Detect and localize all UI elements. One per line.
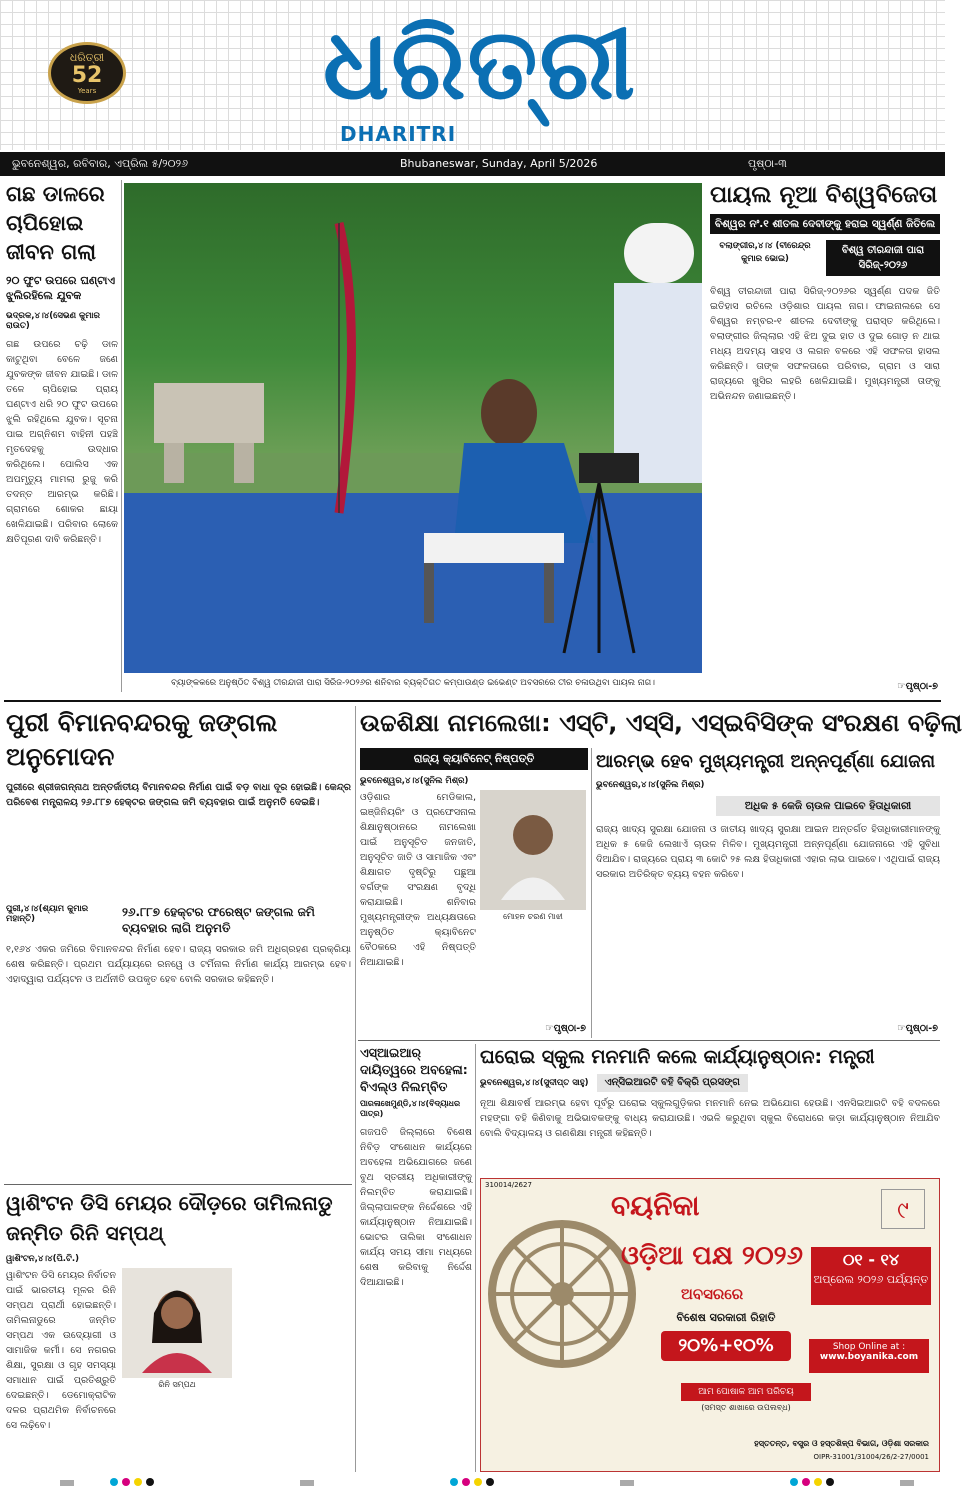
magenta-swatch (122, 1478, 130, 1486)
registration-mark (60, 1480, 74, 1486)
headline[interactable]: ଘରୋଇ ସ୍କୁଲ ମନମାନି କଲେ କାର୍ଯ୍ୟାନୁଷ୍ଠାନ: ମନ୍ତ୍ରୀ (480, 1046, 875, 1068)
person-icon (493, 800, 573, 900)
story-dateline: ପାରଳାଖେମୁଣ୍ଡି,୪।୪(ବିଦ୍ୟାଧର ପାତ୍ର) (360, 1099, 461, 1118)
masthead (0, 0, 945, 150)
ad-department: ହସ୍ତତନ୍ତ, ବସ୍ତ୍ର ଓ ହସ୍ତଶିଳ୍ପ ବିଭାଗ, ଓଡ଼ିଶା ସରକାର (754, 1439, 929, 1448)
yellow-swatch (134, 1478, 142, 1486)
ad-oipr: OIPR-31001/31004/26/2-27/0001 (813, 1453, 929, 1461)
ad-shop-online[interactable] (809, 1339, 929, 1373)
story-body: ଗଛ ଉପରେ ଚଢ଼ି ଡାଳ କାଟୁଥିବା ବେଳେ ଜଣେ ଯୁବକଙ୍କ ଜୀବନ ଯାଇଛି। ଡାଳ ତଳେ ଚାପିହୋଇ ପ୍ରାୟ ଘଣ୍ଟାଏ ଧରି ୨୦ ଫୁଟ ଉପରେ ଝୁଲି ରହିଥିଲେ ଯୁବକ। ସୂଚନା ପାଇ ଅଗ୍ନିଶମ ବାହିନୀ ପହଞ୍ଚି ମୃତଦେହକୁ ଉଦ୍ଧାର କରିଥିଲେ। ପୋଲିସ ଏକ ଅପମୃତ୍ୟୁ ମାମଲା ରୁଜୁ କରି ତଦନ୍ତ ଆରମ୍ଭ କରିଛି। ଗ୍ରାମରେ ଶୋକର ଛାୟା ଖେଳିଯାଇଛି। ପରିବାର ଲୋକେ କ୍ଷତିପୂରଣ ଦାବି କରିଛନ୍ତି। (6, 339, 118, 545)
boyanika-advertisement[interactable] (480, 1178, 940, 1472)
newspaper-logo-english: DHARITRI (340, 122, 457, 146)
story-payal (710, 180, 940, 700)
story-blo-suspended (360, 1044, 472, 1474)
ad-dates-box (811, 1247, 931, 1305)
column-divider (121, 180, 122, 692)
portrait-caption: ରିନି ସମ୍ପଥ (158, 1380, 196, 1389)
column-divider (591, 748, 592, 1038)
cyan-swatch (790, 1478, 798, 1486)
story-education (360, 748, 588, 1038)
subhead: ୨୦ ଫୁଟ ଉପରେ ଘଣ୍ଟାଏ ଝୁଲିରହିଲେ ଯୁବକ (6, 274, 116, 302)
story-body: ରାଜ୍ୟ ଖାଦ୍ୟ ସୁରକ୍ଷା ଯୋଜନା ଓ ଜାତୀୟ ଖାଦ୍ୟ ସୁରକ୍ଷା ଆଇନ ଅନ୍ତର୍ଗତ ହିତାଧିକାରୀମାନଙ୍କୁ ଅଧିକ ୫ କେଜି ଲେଖାଏଁ ଚାଉଳ ମିଳିବ। ମୁଖ୍ୟମନ୍ତ୍ରୀ ଅନ୍ନପୂର୍ଣ୍ଣା ଯୋଜନାରେ ଏହି ସୁବିଧା ଦିଆଯିବ। ରାଜ୍ୟରେ ପ୍ରାୟ ୩ କୋଟି ୨୫ ଲକ୍ଷ ହିତାଧିକାରୀ ଏହାର ଲାଭ ପାଇବେ। ଏଥିପାଇଁ ରାଜ୍ୟ ସରକାର ଅତିରିକ୍ତ ବ୍ୟୟ ବହନ କରିବେ। (596, 824, 940, 880)
story-body: ଓଡ଼ିଶାର ମେଡିକାଲ, ଇଞ୍ଜିନିୟରିଂ ଓ ପ୍ରଫେସନାଲ ଶିକ୍ଷାନୁଷ୍ଠାନରେ ନାମଲେଖା ପାଇଁ ଅନୁସୂଚିତ ଜନଜାତି, ଅନୁସୂଚିତ ଜାତି ଓ ସାମାଜିକ ଏବଂ ଶିକ୍ଷାଗତ ଦୃଷ୍ଟିରୁ ପଛୁଆ ବର୍ଗଙ୍କ ସଂରକ୍ଷଣ ବୃଦ୍ଧି କରାଯାଇଛି। ଶନିବାର ମୁଖ୍ୟମନ୍ତ୍ରୀଙ୍କ ଅଧ୍ୟକ୍ଷତାରେ ଅନୁଷ୍ଠିତ କ୍ୟାବିନେଟ ବୈଠକରେ ଏହି ନିଷ୍ପତ୍ତି ନିଆଯାଇଛି। (360, 792, 476, 968)
story-washington-mayor (6, 1188, 351, 1472)
archery-photo (124, 183, 702, 673)
headline[interactable]: ପାୟଲ ନୂଆ ବିଶ୍ୱବିଜେତା (710, 182, 938, 208)
dateline-bar (0, 152, 945, 176)
cabinet-tag: ରାଜ୍ୟ କ୍ୟାବିନେଟ୍ ନିଷ୍ପତ୍ତି (360, 748, 588, 770)
story-body: ଗଜପତି ଜିଲ୍ଲାରେ ବିଶେଷ ନିବିଡ଼ ସଂଶୋଧନ କାର୍ଯ୍ୟରେ ଅବହେଳା ଅଭିଯୋଗରେ ଜଣେ ବୁଥ ସ୍ତରୀୟ ଅଧିକାରୀଙ୍କୁ ନିଲମ୍ବିତ କରାଯାଇଛି। ଜିଲ୍ଲାପାଳଙ୍କ ନିର୍ଦ୍ଦେଶରେ ଏହି କାର୍ଯ୍ୟାନୁଷ୍ଠାନ ନିଆଯାଇଛି। ଭୋଟର ତାଲିକା ସଂଶୋଧନ କାର୍ଯ୍ୟ ସମୟ ସୀମା ମଧ୍ୟରେ ଶେଷ କରିବାକୁ ନିର୍ଦ୍ଦେଶ ଦିଆଯାଇଛି। (360, 1127, 472, 1288)
section-divider (4, 1184, 352, 1185)
registration-mark (900, 1480, 914, 1486)
ad-stores: (ସମସ୍ତ ଶାଖାରେ ଉପଲବ୍ଧ) (701, 1403, 791, 1412)
person-icon (132, 1273, 222, 1373)
ad-dates-sub: ଅପ୍ରେଲ ୨୦୨୬ ପର୍ଯ୍ୟନ୍ତ (813, 1273, 929, 1286)
registration-mark (620, 1480, 634, 1486)
cyan-swatch (450, 1478, 458, 1486)
ad-website: www.boyanika.com (819, 1352, 919, 1362)
ad-offer-label: ବିଶେଷ ସରକାରୀ ରିହାତି (676, 1311, 776, 1324)
story-annapurna (596, 748, 940, 1038)
column-divider (475, 1044, 476, 1474)
event-tag: ବିଶ୍ୱ ତୀରନ୍ଦାଜୀ ପାରା ସିରିଜ୍-୨୦୨୬ (826, 240, 940, 276)
section-divider (4, 700, 941, 702)
registration-mark (300, 1480, 314, 1486)
black-swatch (146, 1478, 154, 1486)
badge-years-label: Years (77, 87, 97, 95)
newspaper-logo[interactable]: ଧରିତ୍ରୀ (322, 8, 638, 122)
ad-title: ଓଡ଼ିଆ ପକ୍ଷ ୨୦୨୬ (621, 1241, 803, 1271)
black-swatch (486, 1478, 494, 1486)
ad-shop-label: Shop Online at : (832, 1342, 906, 1352)
story-body: ନୂଆ ଶିକ୍ଷାବର୍ଷ ଆରମ୍ଭ ହେବା ପୂର୍ବରୁ ଘରୋଇ ସ୍କୁଲଗୁଡ଼ିକର ମନମାନି ନେଇ ଅଭିଯୋଗ ହେଉଛି। ଏନସିଇଆରଟି ବହି ବଦଳରେ ମହଙ୍ଗା ବହି କିଣିବାକୁ ଅଭିଭାବକଙ୍କୁ ବାଧ୍ୟ କରାଯାଉଛି। ଏଭଳି କରୁଥିବା ସ୍କୁଲ ବିରୋଧରେ କଡ଼ା କାର୍ଯ୍ୟାନୁଷ୍ଠାନ ନିଆଯିବ ବୋଲି ବିଦ୍ୟାଳୟ ଓ ଗଣଶିକ୍ଷା ମନ୍ତ୍ରୀ କହିଛନ୍ତି। (480, 1098, 940, 1139)
kicker: ବିଶ୍ୱର ନଂ.୧ ଶୀତଲ ଦେବୀଙ୍କୁ ହରାଇ ସ୍ୱର୍ଣ୍ଣ ଜିତିଲେ (710, 214, 940, 234)
story-dateline: ୱାଶିଂଟନ,୪।୪(ପି.ଟି.) (6, 1254, 80, 1264)
dateline-english: Bhubaneswar, Sunday, April 5/2026 (400, 157, 598, 170)
ad-brand: ବୟନିକା (611, 1189, 700, 1222)
ad-emblem: ୯ (881, 1189, 925, 1229)
story-dateline: ଭଦ୍ରକ,୪।୪(ସେଭଣ କୁମାର ରାଉତ) (6, 311, 100, 331)
ad-slogan: ଆମ ପୋଷାକ ଆମ ପରିଚୟ (681, 1383, 811, 1401)
badge-years-number: 52 (71, 63, 103, 88)
story-body: ୱାଶିଂଟନ ଡିସି ମେୟର ନିର୍ବାଚନ ପାଇଁ ଭାରତୀୟ ମୂଳର ରିନି ସମ୍ପଥ ପ୍ରାର୍ଥୀ ହୋଇଛନ୍ତି। ତାମିଲନାଡୁରେ ଜନ୍ମିତ ସମ୍ପଥ ଏକ ଉଦ୍ୟୋଗୀ ଓ ସାମାଜିକ କର୍ମୀ। ସେ ନଗରର ଶିକ୍ଷା, ସୁରକ୍ଷା ଓ ଗୃହ ସମସ୍ୟା ସମାଧାନ ପାଇଁ ପ୍ରତିଶ୍ରୁତି ଦେଇଛନ୍ତି। ଡେମୋକ୍ରାଟିକ ଦଳର ପ୍ରାଥମିକ ନିର୍ବାଚନରେ ସେ ଲଢ଼ିବେ। (6, 1270, 116, 1431)
ad-offer: ୨୦%+୧୦% (661, 1331, 791, 1361)
story-dateline: ଭୁବନେଶ୍ୱର,୪।୪(ସୁନିଲ ମିଶ୍ର) (360, 776, 469, 786)
column-divider (355, 706, 356, 1476)
story-private-school (480, 1044, 940, 1174)
ncert-tag: ଏନ୍‌ସିଇଆରଟି ବହି ବିକ୍ରି ପ୍ରସଙ୍ଗ (597, 1074, 748, 1092)
story-dateline: ବଲାଙ୍ଗୀର,୪।୪ (ବୀରେନ୍ଦ୍ର କୁମାର ଭୋଇ) (719, 241, 811, 264)
story-airport (6, 706, 351, 1181)
story-body-continued (238, 1268, 351, 1428)
konark-wheel-icon (487, 1219, 637, 1369)
story-dateline: ଭୁବନେଶ୍ୱର,୪।୪(ସୁଦୀପ୍ତ ସାହୁ) (480, 1078, 589, 1088)
badge-title: ଧରିତ୍ରୀ (69, 51, 105, 64)
yellow-swatch (814, 1478, 822, 1486)
portrait-photo (122, 1268, 232, 1378)
ad-code: 310014/2627 (485, 1181, 532, 1189)
story-dateline: ଭୁବନେଶ୍ୱର,୪।୪(ସୁନିଲ ମିଶ୍ର) (596, 780, 705, 790)
story-tree-accident (6, 180, 118, 692)
page-number: ପୃଷ୍ଠା-୩ (748, 157, 787, 170)
magenta-swatch (462, 1478, 470, 1486)
black-swatch (826, 1478, 834, 1486)
dateline-odia: ଭୁବନେଶ୍ୱର, ରବିବାର, ଏପ୍ରିଲ ୫/୨୦୨୬ (12, 157, 189, 170)
headline[interactable]: ଆରମ୍ଭ ହେବ ମୁଖ୍ୟମନ୍ତ୍ରୀ ଅନ୍ନପୂର୍ଣ୍ଣା ଯୋଜନା (596, 751, 936, 772)
archery-photo-illustration (124, 183, 702, 673)
story-body: ୧,୧୬୪ ଏକର ଜମିରେ ବିମାନବନ୍ଦର ନିର୍ମାଣ ହେବ। ରାଜ୍ୟ ସରକାର ଜମି ଅଧିଗ୍ରହଣ ପ୍ରକ୍ରିୟା ଶେଷ କରିଛନ୍ତି। ପ୍ରଥମ ପର୍ଯ୍ୟାୟରେ ରନୱେ ଓ ଟର୍ମିନାଲ ନିର୍ମାଣ କାର୍ଯ୍ୟ ଆରମ୍ଭ ହେବ। ଏହାଦ୍ୱାରା ପର୍ଯ୍ୟଟନ ଓ ଅର୍ଥନୀତି ଉପକୃତ ହେବ ବୋଲି ସରକାର କହିଛନ୍ତି। (6, 944, 351, 985)
jump-link[interactable]: ☞ପୃଷ୍ଠା-୭ (545, 1023, 586, 1034)
headline[interactable]: ଗଛ ଡାଳରେ ଚାପିହୋଇ ଜୀବନ ଗଲା (6, 182, 105, 264)
headline[interactable]: ପୁରୀ ବିମାନବନ୍ଦରକୁ ଜଙ୍ଗଲ ଅନୁମୋଦନ (6, 708, 278, 771)
ad-dates: ୦୧ - ୧୪ (842, 1250, 900, 1269)
rice-tag: ଅଧିକ ୫ କେଜି ଚାଉଳ ପାଇବେ ହିତାଧିକାରୀ (716, 796, 940, 816)
ad-occasion: ଅବସରରେ (681, 1285, 744, 1303)
story-dateline: ପୁରୀ,୪।୪(ଶ୍ୟାମ କୁମାର ମହାନ୍ତି) (6, 904, 89, 924)
headline[interactable]: ଉଚ୍ଚଶିକ୍ଷା ନାମଲେଖା: ଏସ୍‌ଟି, ଏସ୍‌ସି, ଏସ୍‌ଇବିସିଙ୍କ ସଂରକ୍ଷଣ ବଢ଼ିଲା (360, 709, 962, 737)
cyan-swatch (110, 1478, 118, 1486)
portrait-caption: ମୋହନ ଚରଣ ମାଝୀ (503, 912, 563, 921)
story-lead: ପୁରୀରେ ଶ୍ରୀଜଗନ୍ନାଥ ଅନ୍ତର୍ଜାତୀୟ ବିମାନବନ୍ଦର ନିର୍ମାଣ ପାଇଁ ବଡ଼ ବାଧା ଦୂର ହୋଇଛି। କେନ୍ଦ୍ର ପରିବେଶ ମନ୍ତ୍ରାଳୟ ୨୬.୮୮୭ ହେକ୍ଟର ଜଙ୍ଗଲ ଜମି ବ୍ୟବହାର ପାଇଁ ଅନୁମତି ଦେଇଛି। (6, 782, 351, 808)
yellow-swatch (474, 1478, 482, 1486)
anniversary-badge (48, 42, 126, 104)
photo-caption: ବ୍ୟାଙ୍କକରେ ଅନୁଷ୍ଠିତ ବିଶ୍ୱ ତୀରନ୍ଦାଜୀ ପାରା ସିରିଜ-୨୦୨୬ର ଶନିବାର ବ୍ୟକ୍ତିଗତ କମ୍ପାଉଣ୍ଡ ଇଭେଣ୍ଟ ଅବସରରେ ତୀର ଚଳାଉଥିବା ପାୟଲ ନାଗ। (171, 678, 655, 688)
story-body: ବିଶ୍ୱ ତୀରନ୍ଦାଜୀ ପାରା ସିରିଜ୍-୨୦୨୬ର ସ୍ୱର୍ଣ୍ଣ ପଦକ ଜିତି ଇତିହାସ ରଚିଲେ ଓଡ଼ିଶାର ପାୟଲ ନାଗ। ଫାଇନାଲରେ ସେ ବିଶ୍ୱର ନମ୍ବର-୧ ଶୀତଲ ଦେବୀଙ୍କୁ ପରାସ୍ତ କରିଥିଲେ। ବଲାଙ୍ଗୀର ଜିଲ୍ଲାର ଏହି ଝିଅ ଦୁଇ ହାତ ଓ ଦୁଇ ଗୋଡ଼ ନ ଥାଇ ମଧ୍ୟ ଅଦମ୍ୟ ସାହସ ଓ ଲଗନ ବଳରେ ଏହି ସଫଳତା ହାସଲ କରିଛନ୍ତି। ତାଙ୍କ ସଫଳତାରେ ପରିବାର, ଗ୍ରାମ ଓ ସାରା ରାଜ୍ୟରେ ଖୁସିର ଲହରି ଖେଳିଯାଇଛି। ମୁଖ୍ୟମନ୍ତ୍ରୀ ତାଙ୍କୁ ଅଭିନନ୍ଦନ ଜଣାଇଛନ୍ତି। (710, 286, 940, 402)
portrait-photo (480, 790, 586, 910)
headline[interactable]: ୱାଶିଂଟନ ଡିସି ମେୟର ଦୌଡ଼ରେ ତାମିଲନାଡୁ ଜନ୍ମିତ ରିନି ସମ୍ପଥ୍ (6, 1191, 333, 1245)
jump-link[interactable]: ☞ପୃଷ୍ଠା-୭ (897, 1023, 938, 1034)
jump-link[interactable]: ☞ପୃଷ୍ଠା-୭ (897, 681, 938, 692)
headline[interactable]: ଏସ୍‌ଆଇଆର୍ ଦାୟିତ୍ୱରେ ଅବହେଳା: ବିଏଲ୍‌ଓ ନିଲମ୍ବିତ (360, 1045, 468, 1094)
magenta-swatch (802, 1478, 810, 1486)
story-education-headline-wrap (360, 706, 962, 744)
subhead: ୨୬.୮୮୭ ହେକ୍ଟର ଫରେଷ୍ଟ ଜଙ୍ଗଲ ଜମି ବ୍ୟବହାର ଲାଗି ଅନୁମତି (122, 905, 315, 935)
section-divider (358, 1040, 940, 1041)
